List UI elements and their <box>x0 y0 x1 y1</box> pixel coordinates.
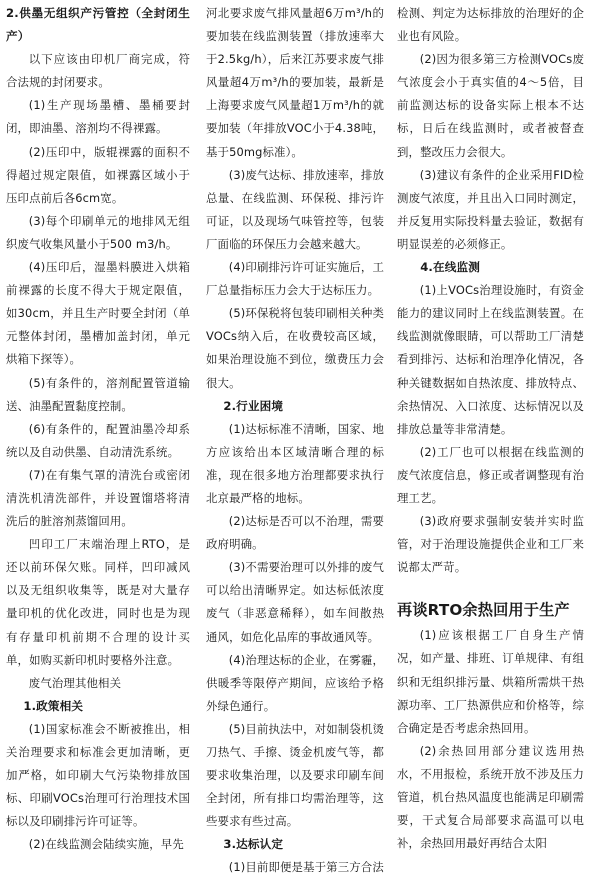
paragraph: (2)在线监测会陆续实施，早先 <box>28 837 184 852</box>
section-heading: 再谈RTO余热回用于生产 <box>397 601 570 620</box>
paragraph: (1)国家标准会不断被推出，相关治理要求和标准会更加清晰，更加严格，如印刷大气污染物排放国标、印刷VOCs治理可行治理技术国标以及印刷排污许可证等。 <box>6 721 190 829</box>
paragraph: (4)治理达标的企业，在雾霾，供暖季等限停产期间，应该给予格外绿色通行。 <box>206 652 384 713</box>
paragraph: 以下应该由印机厂商完成，符合法规的封闭要求。 <box>6 52 190 90</box>
paragraph: (3)政府要求强制安装并实时监管，对于治理设施提供企业和工厂来说都太严苛。 <box>397 514 584 575</box>
paragraph: (2)余热回用部分建议选用热水，不用报检，系统开放不涉及压力管道，机台热风温度也能满足印刷需要，干式复合局部要求高温可以电补，余热回用最好再结合太阳 <box>397 743 584 851</box>
paragraph: (5)目前执法中，对如制袋机烫刀热气、手擦、烫金机废气等，都要求收集治理，以及要求印刷车间全封闭，所有排口均需治理等，这些要求有些过高。 <box>206 721 384 829</box>
paragraph: (7)在有集气罩的清洗台或密闭清洗机清洗部件，并设置馏塔将清洗后的脏溶剂蒸馏回用。 <box>6 467 190 529</box>
paragraph: (5)环保税将包装印刷相关种类VOCs纳入后，在收费较高区域，如果治理设施不到位，缴费压力会很大。 <box>206 306 384 390</box>
subsection-heading: 2.行业困境 <box>223 398 284 413</box>
paragraph: (6)有条件的，配置油墨冷却系统以及自动供墨、自动清洗系统。 <box>6 421 190 459</box>
paragraph: (3)建议有条件的企业采用FID检测废气浓度，并且出入口同时测定，并反复用实际投料量去验证，数据有明显误差的必须修正。 <box>397 167 584 251</box>
subsection-heading: 3.达标认定 <box>223 837 284 852</box>
paragraph: 凹印工厂末端治理上RTO，是还以前环保欠账。同样，凹印减风以及无组织收集等，既是对大量存量印机的优化改进，同时也是为现有存量印机前期不合理的设计买单，如购买新印机时要格外注意。 <box>6 537 190 667</box>
paragraph: (4)压印后，湿墨料膜进入烘箱前裸露的长度不得大于规定限值，如30cm，并且生产时要全封闭（单元整体封闭，墨槽加盖封闭，单元烘箱下探等）。 <box>6 260 190 367</box>
column-right <box>397 2 584 855</box>
paragraph: (1)生产现场墨槽、墨桶要封闭，即油墨、溶剂均不得裸露。 <box>6 98 190 136</box>
paragraph: (5)有条件的，溶剂配置管道输送、油墨配置黏度控制。 <box>6 375 190 413</box>
paragraph: 河北要求废气排风量超6万m³/h的要加装在线监测装置（排放速率大于2.5kg/h），后来江苏要求废气排风量超4万m³/h的要加装，最新是上海要求废气风量超1万m³/h的就要加装（年排放VOC小于4.38吨，基于50mg标准）。 <box>206 6 384 159</box>
paragraph: (1)应该根据工厂自身生产情况，如产量、排班、订单规律、有组织和无组织排污量、烘箱所需烘干热源功率、工厂热源供应和价格等，综合确定是否考虑余热回用。 <box>397 628 584 735</box>
paragraph: (1)上VOCs治理设施时，有资金能力的建议同时上在线监测装置。在线监测就像眼睛，可以帮助工厂清楚看到排污、达标和治理净化情况，各种关键数据如自热浓度、排放特点、余热情况、入口浓度、达标情况以及排放总量等非常清楚。 <box>397 283 584 436</box>
paragraph: (1)目前即便是基于第三方合法 <box>228 860 384 875</box>
paragraph: (2)压印中，版辊裸露的面积不得超过规定限值，如裸露区域小于压印点前后各6cm宽。 <box>6 144 190 205</box>
paragraph: (2)达标是否可以不治理，需要政府明确。 <box>206 514 384 552</box>
paragraph: (3)不需要治理可以外排的废气可以给出清晰界定。如达标低浓度废气（非恶意稀释），如车间散热通风，如危化品库的事故通风等。 <box>206 560 384 644</box>
paragraph: (1)达标标准不清晰，国家、地方应该给出本区域清晰合理的标准，现在很多地方治理都要求执行北京最严格的地标。 <box>206 421 384 505</box>
column-left <box>6 2 190 856</box>
paragraph: (3)废气达标、排放速率，排放总量、在线监测、环保税、排污许可证，以及现场气味管控等，包装厂面临的环保压力会越来越大。 <box>206 167 384 251</box>
column-middle <box>206 2 384 880</box>
paragraph: (2)因为很多第三方检测VOCs废气浓度会小于真实值的4～5倍，目前监测达标的设备实际上根本不达标，日后在线监测时，或者被督查到，整改压力会很大。 <box>397 52 584 159</box>
paragraph: (3)每个印刷单元的地排风无组织废气收集风量小于500 m3/h。 <box>6 213 190 251</box>
paragraph: 废气治理其他相关 <box>28 675 122 690</box>
subsection-heading: 2.供墨无组织产污管控（全封闭生产） <box>6 6 190 44</box>
subsection-heading: 1.政策相关 <box>23 698 84 713</box>
paragraph: 检测、判定为达标排放的治理好的企业也有风险。 <box>397 6 584 44</box>
paragraph: (2)工厂也可以根据在线监测的废气浓度信息，修正或者调整现有治理工艺。 <box>397 444 584 505</box>
subsection-heading: 4.在线监测 <box>420 260 480 275</box>
paragraph: (4)印刷排污许可证实施后，工厂总量指标压力会大于达标压力。 <box>206 260 384 298</box>
